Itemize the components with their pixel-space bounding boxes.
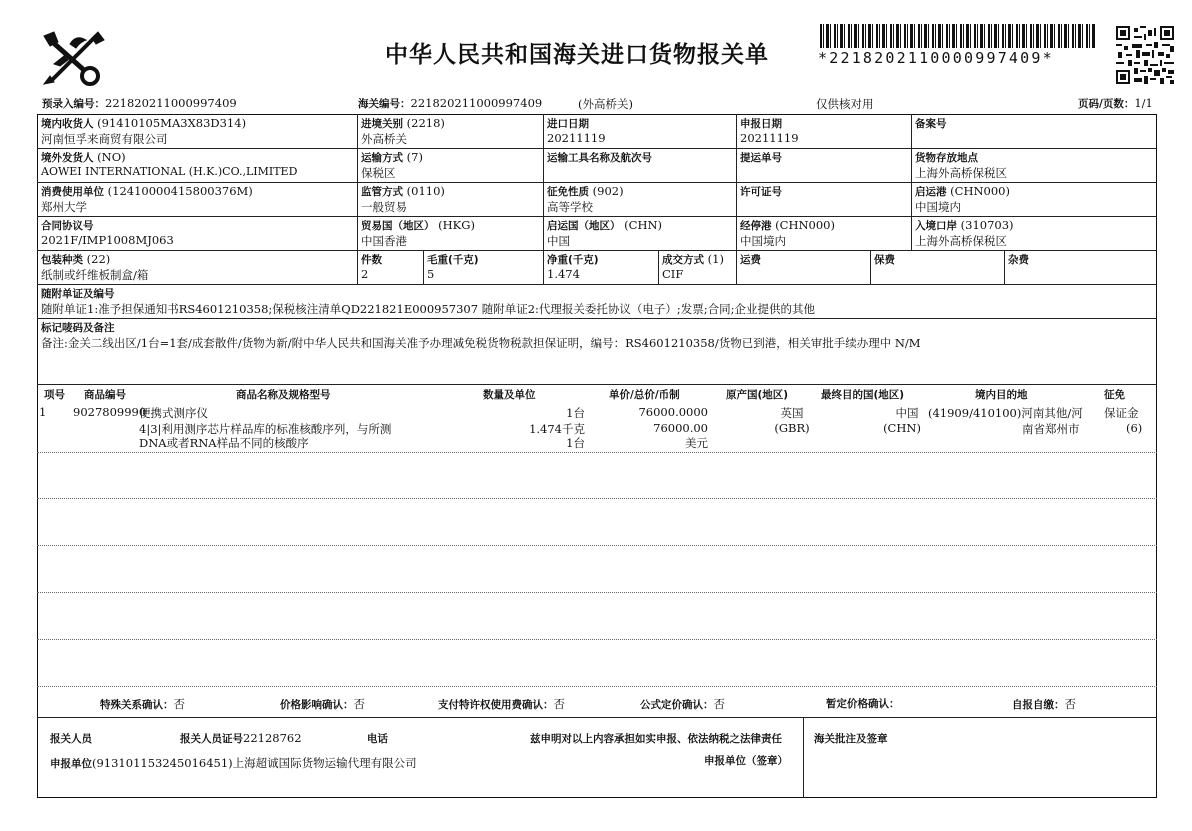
net-weight-value: 1.474 — [547, 267, 580, 281]
docs-value: 随附单证1:准予担保通知书RS4601210358;保税核注清单QD221821E000957307 随附单证2:代理报关委托协议（电子）;发票;合同;企业提供的其他 — [41, 302, 816, 316]
levy-code: (902) — [592, 184, 624, 198]
customs-approval-label: 海关批注及签章 — [814, 733, 888, 745]
special-relation-label: 特殊关系确认： — [100, 699, 174, 711]
trade-country-label: 贸易国（地区） — [361, 220, 435, 232]
gross-weight-label: 毛重(千克) — [427, 254, 479, 266]
item-levy-code: (6) — [1126, 421, 1143, 435]
self-declare-label: 自报自缴： — [1012, 699, 1065, 711]
col-hs-code: 商品编号 — [84, 389, 126, 401]
freight-label: 运费 — [740, 254, 761, 266]
deal-value: CIF — [662, 267, 684, 281]
formula-pricing-label: 公式定价确认： — [640, 699, 714, 711]
item-origin-code: (GBR) — [774, 421, 810, 435]
supervision-value: 一般贸易 — [361, 200, 407, 214]
entry-port-value: 上海外高桥保税区 — [915, 234, 1007, 248]
package-code: (22) — [86, 252, 111, 266]
item-dest-country-code: (CHN) — [883, 421, 921, 435]
docs-label: 随附单证及编号 — [41, 288, 115, 300]
barcode-text: *2218202110000997409* — [818, 49, 1054, 67]
stop-port-code: (CHN000) — [775, 218, 835, 232]
declarer-label: 报关人员 — [50, 733, 92, 745]
consumer-code: (12410000415800376M) — [107, 184, 253, 198]
item-spec-line2: DNA或者RNA样品不同的核酸序 — [139, 436, 309, 450]
col-origin: 原产国(地区) — [726, 389, 789, 401]
col-goods-name: 商品名称及规格型号 — [236, 389, 331, 401]
item-origin: 英国 — [780, 406, 804, 420]
customs-emblem-icon — [40, 30, 106, 88]
levy-value: 高等学校 — [547, 200, 593, 214]
transport-value: 保税区 — [361, 166, 396, 180]
contract-label: 合同协议号 — [41, 220, 94, 232]
pre-entry-number: 221820211000997409 — [105, 96, 237, 110]
deal-code: (1) — [707, 252, 724, 266]
formula-pricing-value: 否 — [713, 697, 725, 711]
declare-unit-label: 申报单位 — [50, 758, 92, 770]
customs-no-label: 海关编号： — [358, 98, 411, 110]
phone-label: 电话 — [367, 733, 388, 745]
page-label: 页码/页数： — [1078, 98, 1135, 110]
liability-statement: 兹申明对以上内容承担如实申报、依法纳税之法律责任 — [530, 733, 782, 745]
declare-unit-sign: 申报单位（签章） — [704, 755, 788, 767]
net-weight-label: 净重(千克) — [547, 254, 599, 266]
storage-value: 上海外高桥保税区 — [915, 166, 1007, 180]
package-value: 纸制或纤维板制盒/箱 — [41, 268, 149, 282]
item-domestic-dest-2: 南省郑州市 — [1022, 422, 1080, 436]
shipper-value: AOWEI INTERNATIONAL (H.K.)CO.,LIMITED — [41, 165, 298, 178]
storage-label: 货物存放地点 — [915, 152, 978, 164]
declarer-cert-label: 报关人员证号 — [180, 733, 243, 745]
declare-unit-value: (913101153245016451)上海超诚国际货物运输代理有限公司 — [92, 756, 417, 770]
stop-port-label: 经停港 — [740, 220, 772, 232]
royalty-value: 否 — [553, 697, 565, 711]
trade-country-code: (HKG) — [438, 218, 475, 232]
consignee-code: (91410105MA3X83D314) — [97, 116, 247, 130]
entry-customs-value: 外高桥关 — [361, 132, 407, 146]
col-quantity: 数量及单位 — [483, 389, 536, 401]
col-dest-country: 最终目的国(地区) — [821, 389, 905, 401]
col-item-no: 项号 — [44, 389, 65, 401]
bl-label: 提运单号 — [740, 152, 782, 164]
record-no-label: 备案号 — [915, 118, 947, 130]
special-relation-value: 否 — [173, 697, 185, 711]
declare-date-value: 20211119 — [740, 131, 799, 145]
vessel-label: 运输工具名称及航次号 — [547, 152, 652, 164]
qr-code-icon — [1116, 26, 1174, 84]
declare-date-label: 申报日期 — [740, 118, 782, 130]
col-price: 单价/总价/币制 — [609, 389, 680, 401]
consumer-value: 郑州大学 — [41, 200, 87, 214]
consignee-value: 河南恒孚来商贸有限公司 — [41, 132, 168, 146]
customs-number: 221820211000997409 — [410, 96, 543, 110]
import-date-value: 20211119 — [547, 131, 606, 145]
item-qty-3: 1台 — [566, 436, 585, 450]
royalty-label: 支付特许权使用费确认： — [438, 699, 554, 711]
misc-fee-label: 杂费 — [1008, 254, 1029, 266]
entry-port-label: 入境口岸 — [915, 220, 957, 232]
item-unit-price: 76000.0000 — [638, 405, 708, 419]
col-levy: 征免 — [1104, 389, 1125, 401]
deal-label: 成交方式 — [662, 254, 704, 266]
consignee-label: 境内收货人 — [41, 118, 94, 130]
import-date-label: 进口日期 — [547, 118, 589, 130]
origin-country-label: 启运国（地区） — [547, 220, 621, 232]
transport-label: 运输方式 — [361, 152, 403, 164]
item-no: 1 — [39, 405, 47, 419]
origin-country-value: 中国 — [547, 234, 570, 248]
origin-country-code: (CHN) — [624, 218, 663, 232]
self-declare-value: 否 — [1064, 697, 1076, 711]
stop-port-value: 中国境内 — [740, 234, 786, 248]
departure-port-code: (CHN000) — [950, 184, 1010, 198]
page-title: 中华人民共和国海关进口货物报关单 — [385, 42, 769, 68]
item-levy: 保证金 — [1104, 406, 1139, 420]
provisional-price-label: 暂定价格确认： — [826, 698, 900, 710]
col-domestic-dest: 境内目的地 — [975, 389, 1028, 401]
levy-label: 征免性质 — [547, 186, 589, 198]
item-total-price: 76000.00 — [653, 421, 708, 435]
license-label: 许可证号 — [740, 186, 782, 198]
gross-weight-value: 5 — [427, 267, 435, 281]
item-hs-code: 9027809990 — [73, 405, 147, 419]
departure-port-label: 启运港 — [915, 186, 947, 198]
item-dest-country: 中国 — [895, 406, 919, 420]
item-currency: 美元 — [685, 436, 708, 450]
pieces-value: 2 — [361, 267, 369, 281]
item-qty-2: 1.474千克 — [529, 422, 585, 436]
marks-label: 标记唛码及备注 — [41, 322, 115, 334]
insurance-label: 保费 — [874, 254, 895, 266]
barcode — [820, 24, 1096, 48]
price-impact-label: 价格影响确认： — [280, 699, 354, 711]
shipper-label: 境外发货人 — [41, 152, 94, 164]
price-impact-value: 否 — [353, 697, 365, 711]
consumer-label: 消费使用单位 — [41, 186, 104, 198]
verify-only-note: 仅供核对用 — [816, 97, 874, 111]
package-label: 包装种类 — [41, 254, 83, 266]
declarer-cert-value: 22128762 — [243, 731, 302, 745]
item-qty-1: 1台 — [566, 406, 585, 420]
departure-port-value: 中国境内 — [915, 200, 961, 214]
marks-value: 备注:金关二线出区/1台=1套/成套散件/货物为新/附中华人民共和国海关准予办理减免税货物税款担保证明，编号：RS4601210358/货物已到港，相关审批手续办理中 N/M — [41, 336, 921, 350]
shipper-code: (NO) — [97, 150, 126, 164]
item-name: 便携式测序仪 — [139, 406, 208, 420]
page-value: 1/1 — [1134, 96, 1153, 110]
contract-value: 2021F/IMP1008MJ063 — [41, 233, 174, 247]
pieces-label: 件数 — [361, 254, 382, 266]
trade-country-value: 中国香港 — [361, 234, 407, 248]
item-domestic-dest: (41909/410100)河南其他/河 — [928, 406, 1083, 420]
transport-code: (7) — [406, 150, 423, 164]
entry-customs-label: 进境关别 — [361, 118, 403, 130]
entry-customs-code: (2218) — [406, 116, 445, 130]
pre-entry-label: 预录入编号： — [42, 98, 105, 110]
entry-port-code: (310703) — [960, 218, 1014, 232]
supervision-code: (0110) — [406, 184, 445, 198]
supervision-label: 监管方式 — [361, 186, 403, 198]
item-spec-line1: 4|3|利用测序芯片样品库的标准核酸序列，与所测 — [139, 422, 392, 436]
customs-office: (外高桥关) — [578, 97, 633, 111]
